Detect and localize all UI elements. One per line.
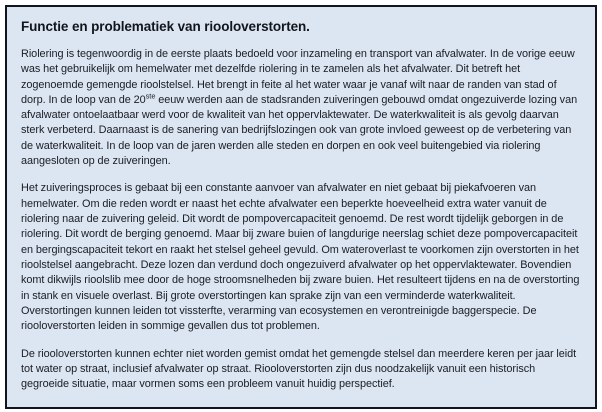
paragraph-list bbox=[21, 47, 581, 393]
info-box bbox=[5, 5, 597, 409]
page-title: Functie en problematiek van riooloverstorten. bbox=[21, 19, 310, 34]
paragraph-history: Riolering is tegenwoordig in de eerste plaats bedoeld voor inzameling en transport van afvalwater. In de vorige eeuw was het gebruikelijk om hemelwater met dezelfde riolering in te zamelen als het afvalwater. Dit betreft het zogenoemde gemengde rioolstelsel. Het brengt in feite al het water waar je vanaf wilt naar de randen van stad of dorp. In de loop van de 20ste eeuw werden aan de stadsranden zuiveringen gebouwd omdat ongezuiverde lozing van afvalwater ontoelaatbaar werd voor de kwaliteit van het oppervlaktewater. De waterkwaliteit is als gevolg daarvan sterk verbeterd. Daarnaast is de sanering van bedrijfslozingen ook van grote invloed geweest op de verbetering van de waterkwaliteit. In de loop van de jaren werden alle steden en dorpen en ook veel buitengebied via riolering aangesloten op de zuiveringen. bbox=[21, 47, 578, 168]
paragraph-treatment-process: Het zuiveringsproces is gebaat bij een constante aanvoer van afvalwater en niet gebaat bij piekafvoeren van hemelwater. Om die reden wordt er naast het echte afvalwater een beperkte hoeveelheid extra water vanuit de riolering naar de zuivering geleid. Dit wordt de pompovercapaciteit genoemd. De rest wordt tijdelijk geborgen in de riolering. Dit wordt de berging genoemd. Maar bij zware buien of langdurige neerslag schiet deze pompovercapaciteit en bergingscapaciteit tekort en raakt het stelsel geheel gevuld. Om wateroverlast te voorkomen zijn overstorten in het rioolstelsel aangebracht. Deze lozen dan verdund doch ongezuiverd afvalwater op het oppervlaktewater. Bovendien komt dikwijls rioolslib mee door de hoge stroomsnelheden bij zware buien. Het resulteert tijdens en na de overstorting in stank en visuele overlast. Bij grote overstortingen kan sprake zijn van een verminderde waterkwaliteit. Overstortingen kunnen leiden tot vissterfte, verarming van ecosystemen en verontreinigde baggerspecie. De riooloverstorten leiden in sommige gevallen dus tot problemen. bbox=[21, 182, 580, 333]
ordinal-superscript: ste bbox=[145, 91, 156, 101]
paragraph-conclusion: De riooloverstorten kunnen echter niet worden gemist omdat het gemengde stelsel dan meerdere keren per jaar leidt tot water op straat, inclusief afvalwater op straat. Riooloverstorten zijn dus noodzakelijk vanuit een historisch gegroeide situatie, maar vormen soms een probleem vanuit huidig perspectief. bbox=[21, 347, 577, 391]
